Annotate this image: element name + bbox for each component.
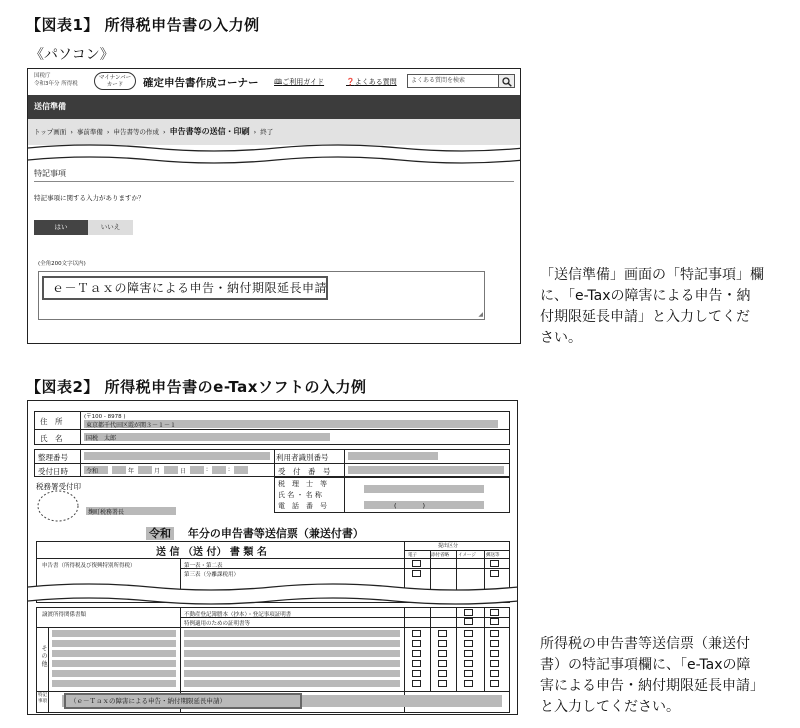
explanation-line: さい。 [540, 330, 582, 346]
checkbox[interactable] [412, 640, 421, 647]
entered-text-highlight: ｅ－Ｔａｘの障害による申告・納付期限延長申請 [42, 276, 328, 300]
chevron-right-icon: › [70, 128, 73, 136]
explanation-line: 害による申告・納付期限延長申請」 [540, 678, 764, 694]
row1-item-a: 第一表・第二表 [184, 563, 223, 569]
minute-field [212, 466, 226, 474]
row1-label: 申告書（所得税及び復興特別所得税） [42, 563, 136, 569]
checkbox[interactable] [490, 609, 499, 616]
recv-no-label: 受 付 番 号 [278, 467, 331, 476]
divider [404, 550, 510, 551]
divider [430, 607, 431, 691]
form-title [146, 525, 364, 541]
second-field [234, 466, 248, 474]
checkbox[interactable] [464, 609, 473, 616]
book-icon: 🕮 [274, 78, 283, 86]
checkbox[interactable] [438, 630, 447, 637]
checkbox[interactable] [438, 660, 447, 667]
other-doc-field [52, 640, 176, 647]
name-label: 氏 名 [40, 434, 63, 443]
other-doc-detail [184, 630, 400, 637]
form-title-text: 年分の申告書等送信票（兼送付書） [187, 527, 364, 540]
checkbox[interactable] [490, 650, 499, 657]
divider [484, 607, 485, 691]
chevron-right-icon: › [163, 128, 166, 136]
recv-date-label: 受付日時 [38, 467, 68, 476]
checkbox[interactable] [490, 570, 499, 577]
class-col-image: イメージ [458, 553, 476, 558]
breadcrumb-item[interactable]: トップ画面 [34, 128, 67, 136]
submit-class-header: 提出区分 [438, 543, 459, 549]
divider [344, 477, 345, 513]
special-notes-highlight: （ｅ－Ｔａｘの障害による申告・納付期限延長申請） [64, 693, 302, 709]
explanation-line: に、「e-Taxの障害による申告・納 [540, 288, 751, 304]
divider [80, 411, 81, 445]
corner-title: 確定申告書作成コーナー [143, 77, 259, 89]
row2-item-a: 不動産登記簿謄本（抄本）・登記事項証明書 [184, 612, 292, 618]
cut-mark [28, 143, 521, 165]
row2-item-b: 特例適用のための証明書等 [184, 621, 251, 627]
month-field [138, 466, 152, 474]
mynumber-card-badge[interactable] [94, 72, 136, 90]
year-unit: 年 [128, 468, 135, 475]
etax-form [27, 400, 518, 715]
divider [36, 627, 510, 628]
section-bar: 送信準備 [28, 95, 520, 119]
recv-no-field [348, 466, 504, 474]
office-head: 麹町税務署長 [88, 509, 125, 516]
name-value: 国税 太郎 [86, 435, 117, 442]
checkbox[interactable] [412, 680, 421, 687]
figure1-subtitle: 《パソコン》 [30, 47, 114, 63]
pc-screen [27, 68, 521, 344]
explanation-line: 書）の特記事項欄に、「e-Taxの障 [540, 657, 751, 673]
other-doc-field [52, 650, 176, 657]
figure2-explanation [540, 634, 764, 718]
faq-link[interactable] [346, 77, 397, 87]
checkbox[interactable] [438, 670, 447, 677]
checkbox[interactable] [490, 670, 499, 677]
day-unit: 日 [180, 468, 187, 475]
other-doc-detail [184, 640, 400, 647]
other-doc-field [52, 660, 176, 667]
checkbox[interactable] [464, 650, 473, 657]
breadcrumb-current: 申告書等の送信・印刷 [169, 127, 250, 136]
resize-handle-icon[interactable]: ◢ [478, 311, 483, 318]
postal-code: (〒100 - 8978 ) [84, 414, 126, 420]
checkbox[interactable] [464, 680, 473, 687]
documents-header: 送 信 （送 付） 書 類 名 [156, 547, 267, 558]
divider [34, 463, 510, 464]
class-col-mail: 郵送等 [486, 553, 500, 558]
checkbox[interactable] [438, 640, 447, 647]
divider [34, 429, 510, 430]
breadcrumb-item[interactable]: 申告書等の作成 [113, 128, 160, 136]
breadcrumb-item[interactable]: 終了 [260, 128, 274, 136]
guide-link[interactable] [274, 77, 324, 89]
other-doc-detail [184, 660, 400, 667]
figure1-title: 【図表1】 所得税申告書の入力例 [26, 16, 260, 34]
explanation-line: と入力してください。 [540, 699, 680, 715]
checkbox[interactable] [490, 560, 499, 567]
section-title: 特記事項 [34, 169, 66, 178]
checkbox[interactable] [438, 650, 447, 657]
char-limit-note: (全角200文字以内) [38, 261, 86, 267]
accountant-name-label: 氏 名 ・ 名 称 [278, 491, 322, 499]
search-button[interactable] [499, 74, 515, 88]
question-icon: ❓ [346, 78, 355, 86]
row2-label: 譲渡所得関係書類 [42, 612, 87, 618]
class-col-electronic: 電子 [408, 553, 417, 558]
user-id-field [348, 452, 438, 460]
office-stamp-label: 税務署受付印 [36, 482, 81, 491]
class-col-omit: 添付省略 [431, 553, 449, 558]
agency-line1: 国税庁 [34, 73, 51, 79]
month-unit: 月 [154, 468, 161, 475]
divider [36, 691, 510, 692]
guide-link-label: ご利用ガイド [282, 78, 325, 86]
form-title-era: 令和 [146, 527, 174, 540]
cut-mark [28, 581, 518, 607]
explanation-line: 付期限延長申請」と入力してくだ [540, 309, 750, 325]
figure2-title: 【図表2】 所得税申告書のe-Taxソフトの入力例 [26, 378, 367, 396]
checkbox[interactable] [412, 570, 421, 577]
divider [48, 627, 49, 713]
name-field [84, 433, 330, 441]
breadcrumb-item[interactable]: 事前準備 [76, 128, 103, 136]
divider [344, 449, 345, 477]
other-doc-field [52, 670, 176, 677]
checkbox[interactable] [490, 618, 499, 625]
faq-link-label: よくある質問 [354, 78, 397, 86]
ref-no-field [84, 452, 270, 460]
checkbox[interactable] [490, 660, 499, 667]
special-notes-label: 特記事項 [38, 693, 47, 704]
address-label: 住 所 [40, 417, 63, 426]
checkbox[interactable] [464, 660, 473, 667]
other-doc-detail [184, 680, 400, 687]
row1-item-b: 第三表（分離課税用） [184, 572, 240, 578]
address-value: 東京都千代田区霞が関３－１－１ [86, 422, 177, 429]
hour-field [190, 466, 204, 474]
checkbox[interactable] [490, 680, 499, 687]
checkbox[interactable] [490, 630, 499, 637]
chevron-right-icon: › [253, 128, 257, 136]
divider [456, 607, 457, 691]
other-doc-detail [184, 650, 400, 657]
chevron-right-icon: › [106, 128, 110, 136]
faq-search-input[interactable]: よくある質問を検索 [407, 74, 499, 88]
breadcrumb [28, 119, 520, 145]
divider [180, 617, 510, 618]
year-field [112, 466, 126, 474]
checkbox[interactable] [412, 650, 421, 657]
checkbox[interactable] [438, 680, 447, 687]
stamp-circle-icon [36, 489, 80, 523]
explanation-line: 所得税の申告書等送信票（兼送付 [540, 636, 750, 652]
accountant-label: 税 理 士 等 [278, 480, 327, 488]
phone-parens: ( ) [394, 502, 426, 510]
checkbox[interactable] [464, 618, 473, 625]
ref-no-label: 整理番号 [38, 453, 68, 462]
divider [80, 449, 81, 477]
other-doc-field [52, 680, 176, 687]
checkbox[interactable] [412, 670, 421, 677]
checkbox[interactable] [412, 630, 421, 637]
figure1-explanation [540, 265, 764, 349]
era-value: 令和 [86, 468, 99, 475]
checkbox[interactable] [464, 630, 473, 637]
other-doc-detail [184, 670, 400, 677]
checkbox[interactable] [464, 640, 473, 647]
mynumber-line1: マイナンバー [98, 75, 132, 81]
accountant-name-field [364, 485, 484, 493]
checkbox[interactable] [412, 560, 421, 567]
other-doc-field [52, 630, 176, 637]
mynumber-line2: カード [106, 82, 124, 88]
no-button[interactable]: いいえ [88, 220, 133, 235]
time-sep: : [206, 466, 209, 473]
divider [34, 181, 514, 182]
yes-button[interactable]: はい [34, 220, 88, 235]
divider [36, 558, 510, 559]
search-icon [502, 77, 512, 87]
user-id-label: 利用者識別番号 [276, 453, 329, 462]
agency-logo [34, 72, 78, 88]
agency-line2: 令和3年分 所得税 [34, 81, 78, 87]
checkbox[interactable] [490, 640, 499, 647]
question-text: 特記事項に関する入力がありますか？ [34, 194, 145, 202]
day-field [164, 466, 178, 474]
divider [180, 568, 510, 569]
time-sep: : [228, 466, 231, 473]
checkbox[interactable] [412, 660, 421, 667]
divider [274, 449, 275, 477]
pc-header [28, 69, 520, 95]
phone-label: 電 話 番 号 [278, 502, 327, 510]
other-label: そ の 他 [40, 645, 47, 667]
explanation-line: 「送信準備」画面の「特記事項」欄 [540, 267, 764, 283]
checkbox[interactable] [464, 670, 473, 677]
